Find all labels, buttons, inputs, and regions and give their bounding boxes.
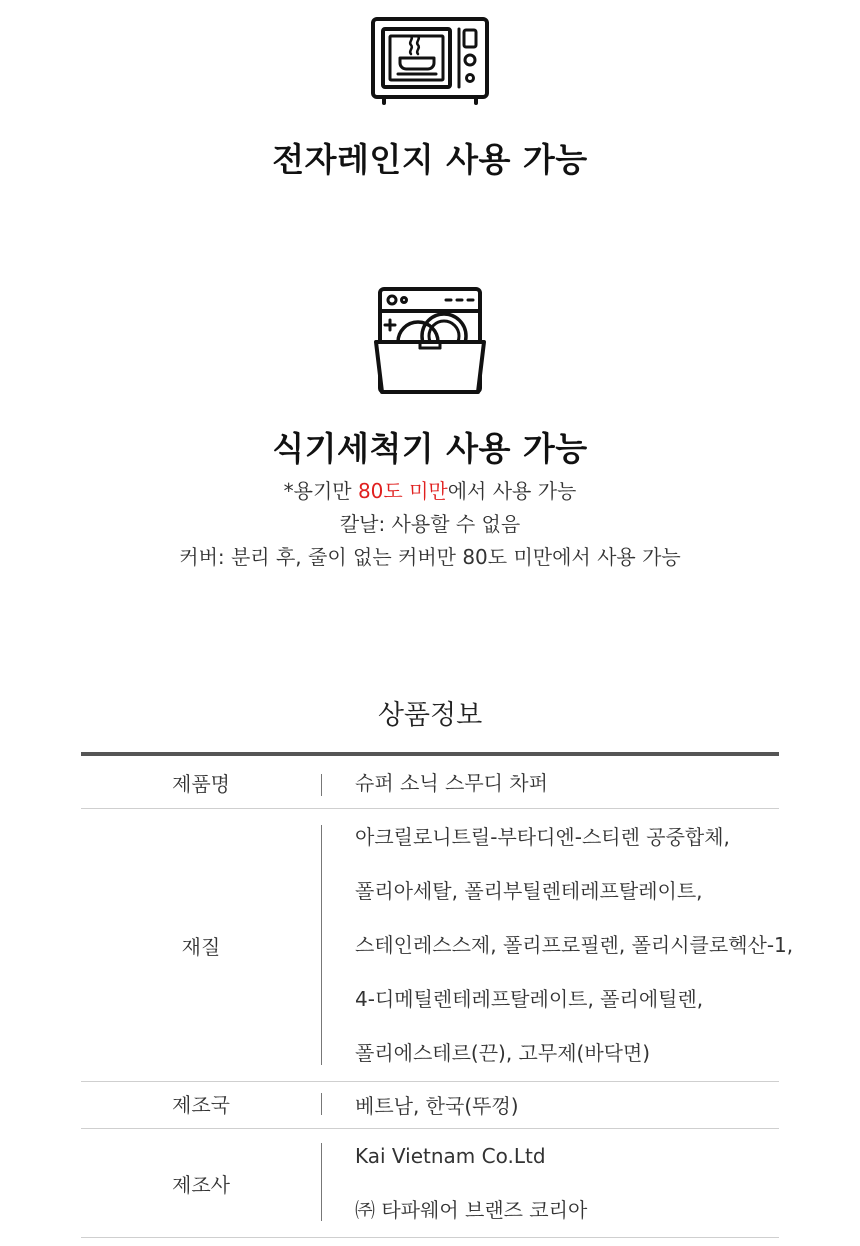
row-divider [321,1143,322,1221]
row-value [355,1079,779,1133]
table-row-material [81,809,794,1082]
value-line: 4-디메틸렌테레프탈레이트, 폴리에틸렌, [355,987,704,1011]
value-line: 슈퍼 소닉 스무디 차퍼 [355,771,548,795]
value-line: 아크릴로니트릴-부타디엔-스티렌 공중합체, [355,825,730,849]
table-row-manufacturer [81,1129,779,1238]
value-line: 스테인레스스제, 폴리프로필렌, 폴리시클로헥산-1, [355,933,794,957]
note-highlight: 80도 미만 [357,479,448,503]
dishwasher-note-blade: 칼날: 사용할 수 없음 [339,512,521,536]
dishwasher-icon [0,286,860,402]
row-value [355,756,779,810]
dishwasher-note-cover: 커버: 분리 후, 줄이 없는 커버만 80도 미만에서 사용 가능 [179,545,681,569]
microwave-title: 전자레인지 사용 가능 [272,140,588,179]
table-row-country [81,1079,779,1129]
row-value [355,809,794,1080]
product-info-title: 상품정보 [377,700,483,731]
row-divider [321,825,322,1065]
note-suffix: 에서 사용 가능 [447,479,577,503]
row-label: 제조사 [172,1172,230,1197]
value-line: Kai Vietnam Co.Ltd [355,1144,546,1168]
note-prefix: *용기만 [283,479,358,503]
row-divider [321,774,322,796]
dishwasher-note-temperature [0,475,860,504]
product-info-table [81,752,794,1238]
row-divider [321,1093,322,1115]
row-label: 재질 [181,934,221,959]
value-line: 폴리에스테르(끈), 고무제(바닥면) [355,1041,651,1065]
dishwasher-title: 식기세척기 사용 가능 [272,429,588,468]
row-value [355,1129,779,1237]
value-line: ㈜ 타파웨어 브랜즈 코리아 [355,1198,588,1222]
table-row-product-name [81,756,779,809]
row-label: 제조국 [172,1093,230,1117]
row-label: 제품명 [172,771,230,796]
microwave-icon [0,16,860,110]
value-line: 베트남, 한국(뚜껑) [355,1094,519,1118]
value-line: 폴리아세탈, 폴리부틸렌테레프탈레이트, [355,879,703,903]
